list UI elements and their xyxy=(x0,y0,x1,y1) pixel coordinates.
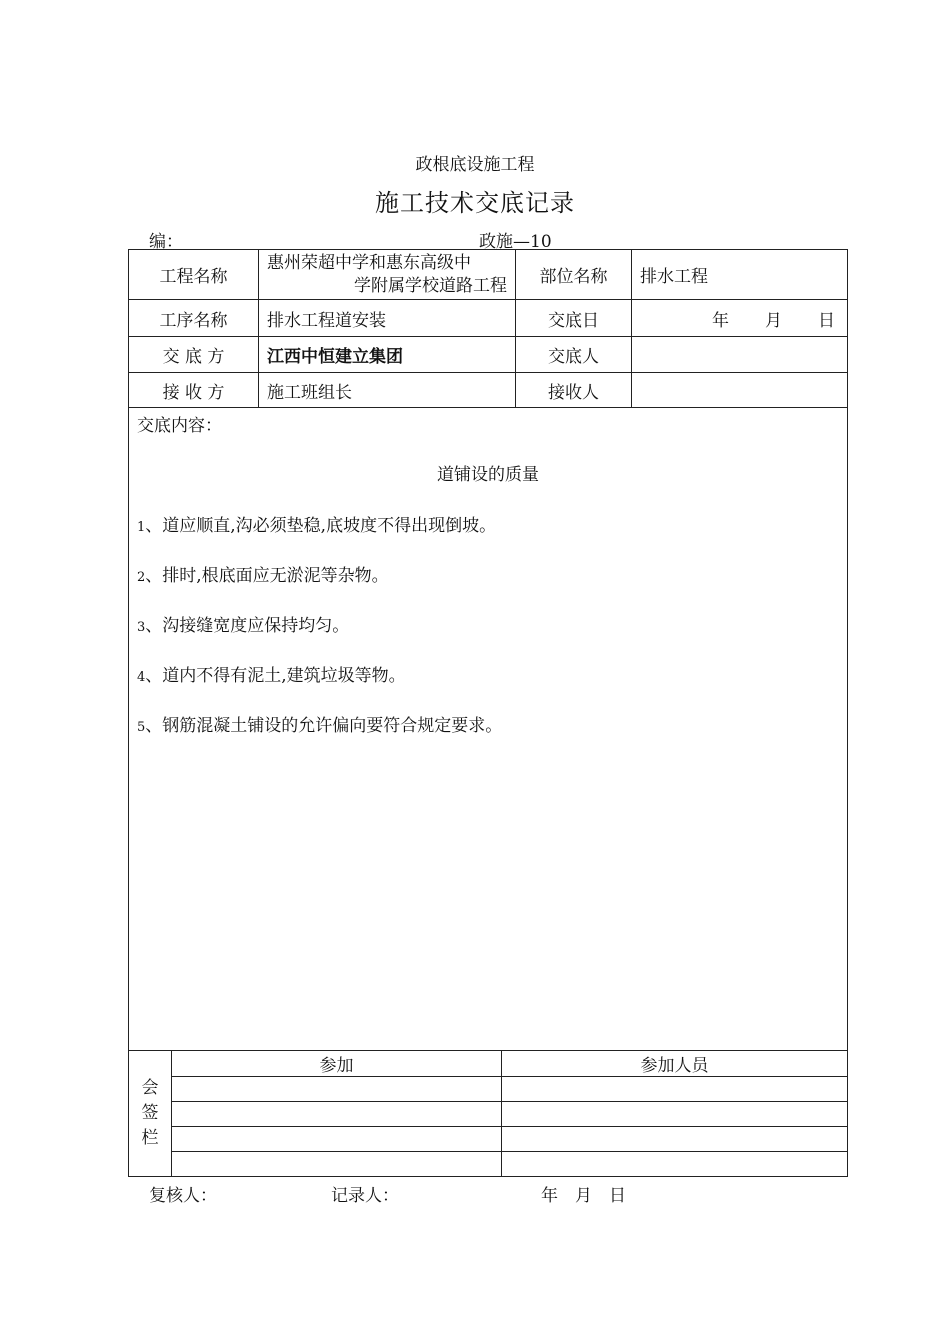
list-item: 4、道内不得有泥土,建筑垃圾等物。 xyxy=(137,666,406,686)
content-heading: 道铺设的质量 xyxy=(437,465,539,485)
date-label: 交底日 xyxy=(516,300,632,337)
sign-side-label: 会 签 栏 xyxy=(129,1051,172,1177)
part-name-label: 部位名称 xyxy=(516,250,632,300)
giver-value: 江西中恒建立集团 xyxy=(259,337,516,373)
receiver-person-label: 接收人 xyxy=(516,373,632,408)
receiver-person-value xyxy=(632,373,848,408)
date-day: 日 xyxy=(818,310,835,331)
process-name-label: 工序名称 xyxy=(129,300,259,337)
date-year: 年 xyxy=(712,310,729,331)
footer-date: 年 月 日 xyxy=(541,1186,626,1206)
sign-cell xyxy=(172,1127,502,1152)
sign-cell xyxy=(172,1152,502,1177)
form-code: 政施—10 xyxy=(479,232,552,252)
list-item: 1、道应顺直,沟必须垫稳,底坡度不得出现倒坡。 xyxy=(137,516,497,536)
project-name-value xyxy=(259,250,516,300)
receiver-label: 接 收 方 xyxy=(129,373,259,408)
content-section xyxy=(129,408,848,1051)
sign-cell xyxy=(172,1102,502,1127)
sign-cell xyxy=(172,1077,502,1102)
document-title: 施工技术交底记录 xyxy=(375,189,575,217)
document-subtitle: 政根底设施工程 xyxy=(415,155,535,175)
giver-person-value xyxy=(632,337,848,373)
sign-cell xyxy=(502,1127,848,1152)
list-item: 3、沟接缝宽度应保持均匀。 xyxy=(137,616,350,636)
sign-cell xyxy=(502,1102,848,1127)
project-name-line-1: 惠州荣超中学和惠东高级中 xyxy=(267,252,471,273)
giver-person-label: 交底人 xyxy=(516,337,632,373)
sign-col1-header: 参加 xyxy=(172,1051,502,1077)
project-name-line-2: 学附属学校道路工程 xyxy=(354,275,507,296)
sign-cell xyxy=(502,1077,848,1102)
sign-cell xyxy=(502,1152,848,1177)
sign-col2-header: 参加人员 xyxy=(502,1051,848,1077)
reviewer-label: 复核人： xyxy=(149,1186,217,1206)
info-table xyxy=(128,249,848,1051)
giver-label: 交 底 方 xyxy=(129,337,259,373)
project-name-label: 工程名称 xyxy=(129,250,259,300)
list-item: 5、钢筋混凝土铺设的允许偏向要符合规定要求。 xyxy=(137,716,503,736)
list-item: 2、排时,根底面应无淤泥等杂物。 xyxy=(137,566,389,586)
content-label: 交底内容： xyxy=(137,416,222,436)
receiver-value: 施工班组长 xyxy=(259,373,516,408)
sign-table xyxy=(128,1050,848,1177)
process-name-value: 排水工程道安装 xyxy=(259,300,516,337)
date-month: 月 xyxy=(765,310,782,331)
date-value xyxy=(632,300,848,337)
recorder-label: 记录人： xyxy=(331,1186,399,1206)
code-label: 编： xyxy=(149,232,183,252)
part-name-value: 排水工程 xyxy=(632,250,848,300)
